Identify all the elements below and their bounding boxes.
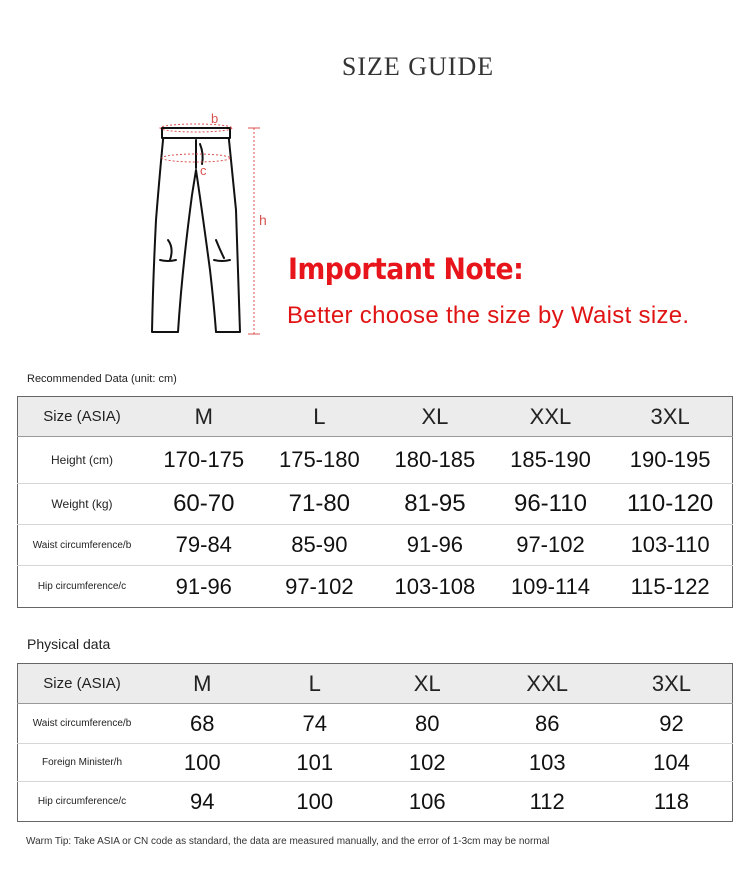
cell-value: 97-102 — [493, 525, 609, 566]
cell-value: 109-114 — [510, 573, 591, 599]
cell-value: 175-180 — [262, 437, 378, 484]
row-label: Weight (kg) — [18, 484, 147, 525]
page-title: SIZE GUIDE — [341, 52, 495, 81]
physical-size-table — [17, 663, 733, 822]
header-size: 3XL — [611, 664, 733, 704]
label-h: h — [259, 212, 267, 228]
cell-value: 60-70 — [146, 484, 262, 525]
header-size: L — [259, 664, 372, 704]
cell-value: 74 — [259, 704, 372, 744]
cell-value: 81-95 — [377, 484, 493, 525]
cell-value: 104 — [611, 744, 733, 782]
header-size: 3XL — [608, 397, 732, 437]
row-label: Foreign Minister/h — [18, 744, 147, 782]
cell-value: 112 — [529, 788, 565, 814]
table-row — [18, 704, 733, 744]
cell-value: 86 — [484, 704, 611, 744]
cell-value: 100 — [296, 788, 334, 814]
row-label: Height (cm) — [18, 437, 147, 484]
cell-value: 91-96 — [377, 525, 493, 566]
table-row — [18, 744, 733, 782]
label-c: c — [200, 163, 207, 178]
label-b: b — [211, 111, 219, 126]
cell-value: 80 — [371, 704, 484, 744]
cell-value: 71-80 — [262, 484, 378, 525]
cell-value: 85-90 — [262, 525, 378, 566]
cell-value: 79-84 — [146, 525, 262, 566]
table-row — [18, 525, 733, 566]
cell-value: 102 — [371, 744, 484, 782]
row-label: Waist circumference/b — [18, 525, 147, 566]
cell-value: 96-110 — [493, 484, 609, 525]
warm-tip: Warm Tip: Take ASIA or CN code as standard, the data are measured manually, and the error of 1-3cm may be normal — [26, 836, 550, 847]
important-note-text: Better choose the size by Waist size. — [287, 302, 690, 329]
table-row — [18, 782, 733, 822]
header-label: Size (ASIA) — [18, 664, 147, 704]
row-label: Hip circumference/c — [37, 796, 127, 807]
cell-value: 97-102 — [285, 573, 354, 599]
cell-value: 91-96 — [175, 573, 232, 599]
cell-value: 110-120 — [608, 484, 732, 525]
cell-value: 190-195 — [608, 437, 732, 484]
row-label: Waist circumference/b — [18, 704, 147, 744]
header-size: XL — [371, 664, 484, 704]
cell-value: 170-175 — [146, 437, 262, 484]
cell-value: 100 — [146, 744, 259, 782]
cell-value: 115-122 — [630, 573, 710, 599]
recommended-size-table — [17, 396, 733, 608]
cell-value: 92 — [611, 704, 733, 744]
cell-value: 68 — [146, 704, 259, 744]
header-size: XXL — [484, 664, 611, 704]
cell-value: 185-190 — [493, 437, 609, 484]
header-size: XL — [377, 397, 493, 437]
header-label: Size (ASIA) — [18, 397, 147, 437]
table-row — [18, 566, 733, 608]
table-row — [18, 437, 733, 484]
header-size: XXL — [493, 397, 609, 437]
table-header-row — [18, 397, 733, 437]
cell-value: 103-110 — [608, 525, 732, 566]
header-size: L — [262, 397, 378, 437]
header-size: M — [146, 664, 259, 704]
table-header-row — [18, 664, 733, 704]
cell-value: 118 — [653, 788, 689, 814]
physical-caption: Physical data — [27, 636, 111, 652]
row-label: Hip circumference/c — [37, 581, 127, 592]
cell-value: 106 — [408, 788, 446, 814]
cell-value: 94 — [190, 788, 215, 814]
table-row — [18, 484, 733, 525]
cell-value: 103 — [484, 744, 611, 782]
recommended-caption: Recommended Data (unit: cm) — [27, 373, 177, 385]
important-note-title: Important Note: — [288, 252, 524, 286]
cell-value: 103-108 — [394, 573, 476, 599]
cell-value: 101 — [259, 744, 372, 782]
pants-diagram — [140, 110, 280, 345]
cell-value: 180-185 — [377, 437, 493, 484]
header-size: M — [146, 397, 262, 437]
